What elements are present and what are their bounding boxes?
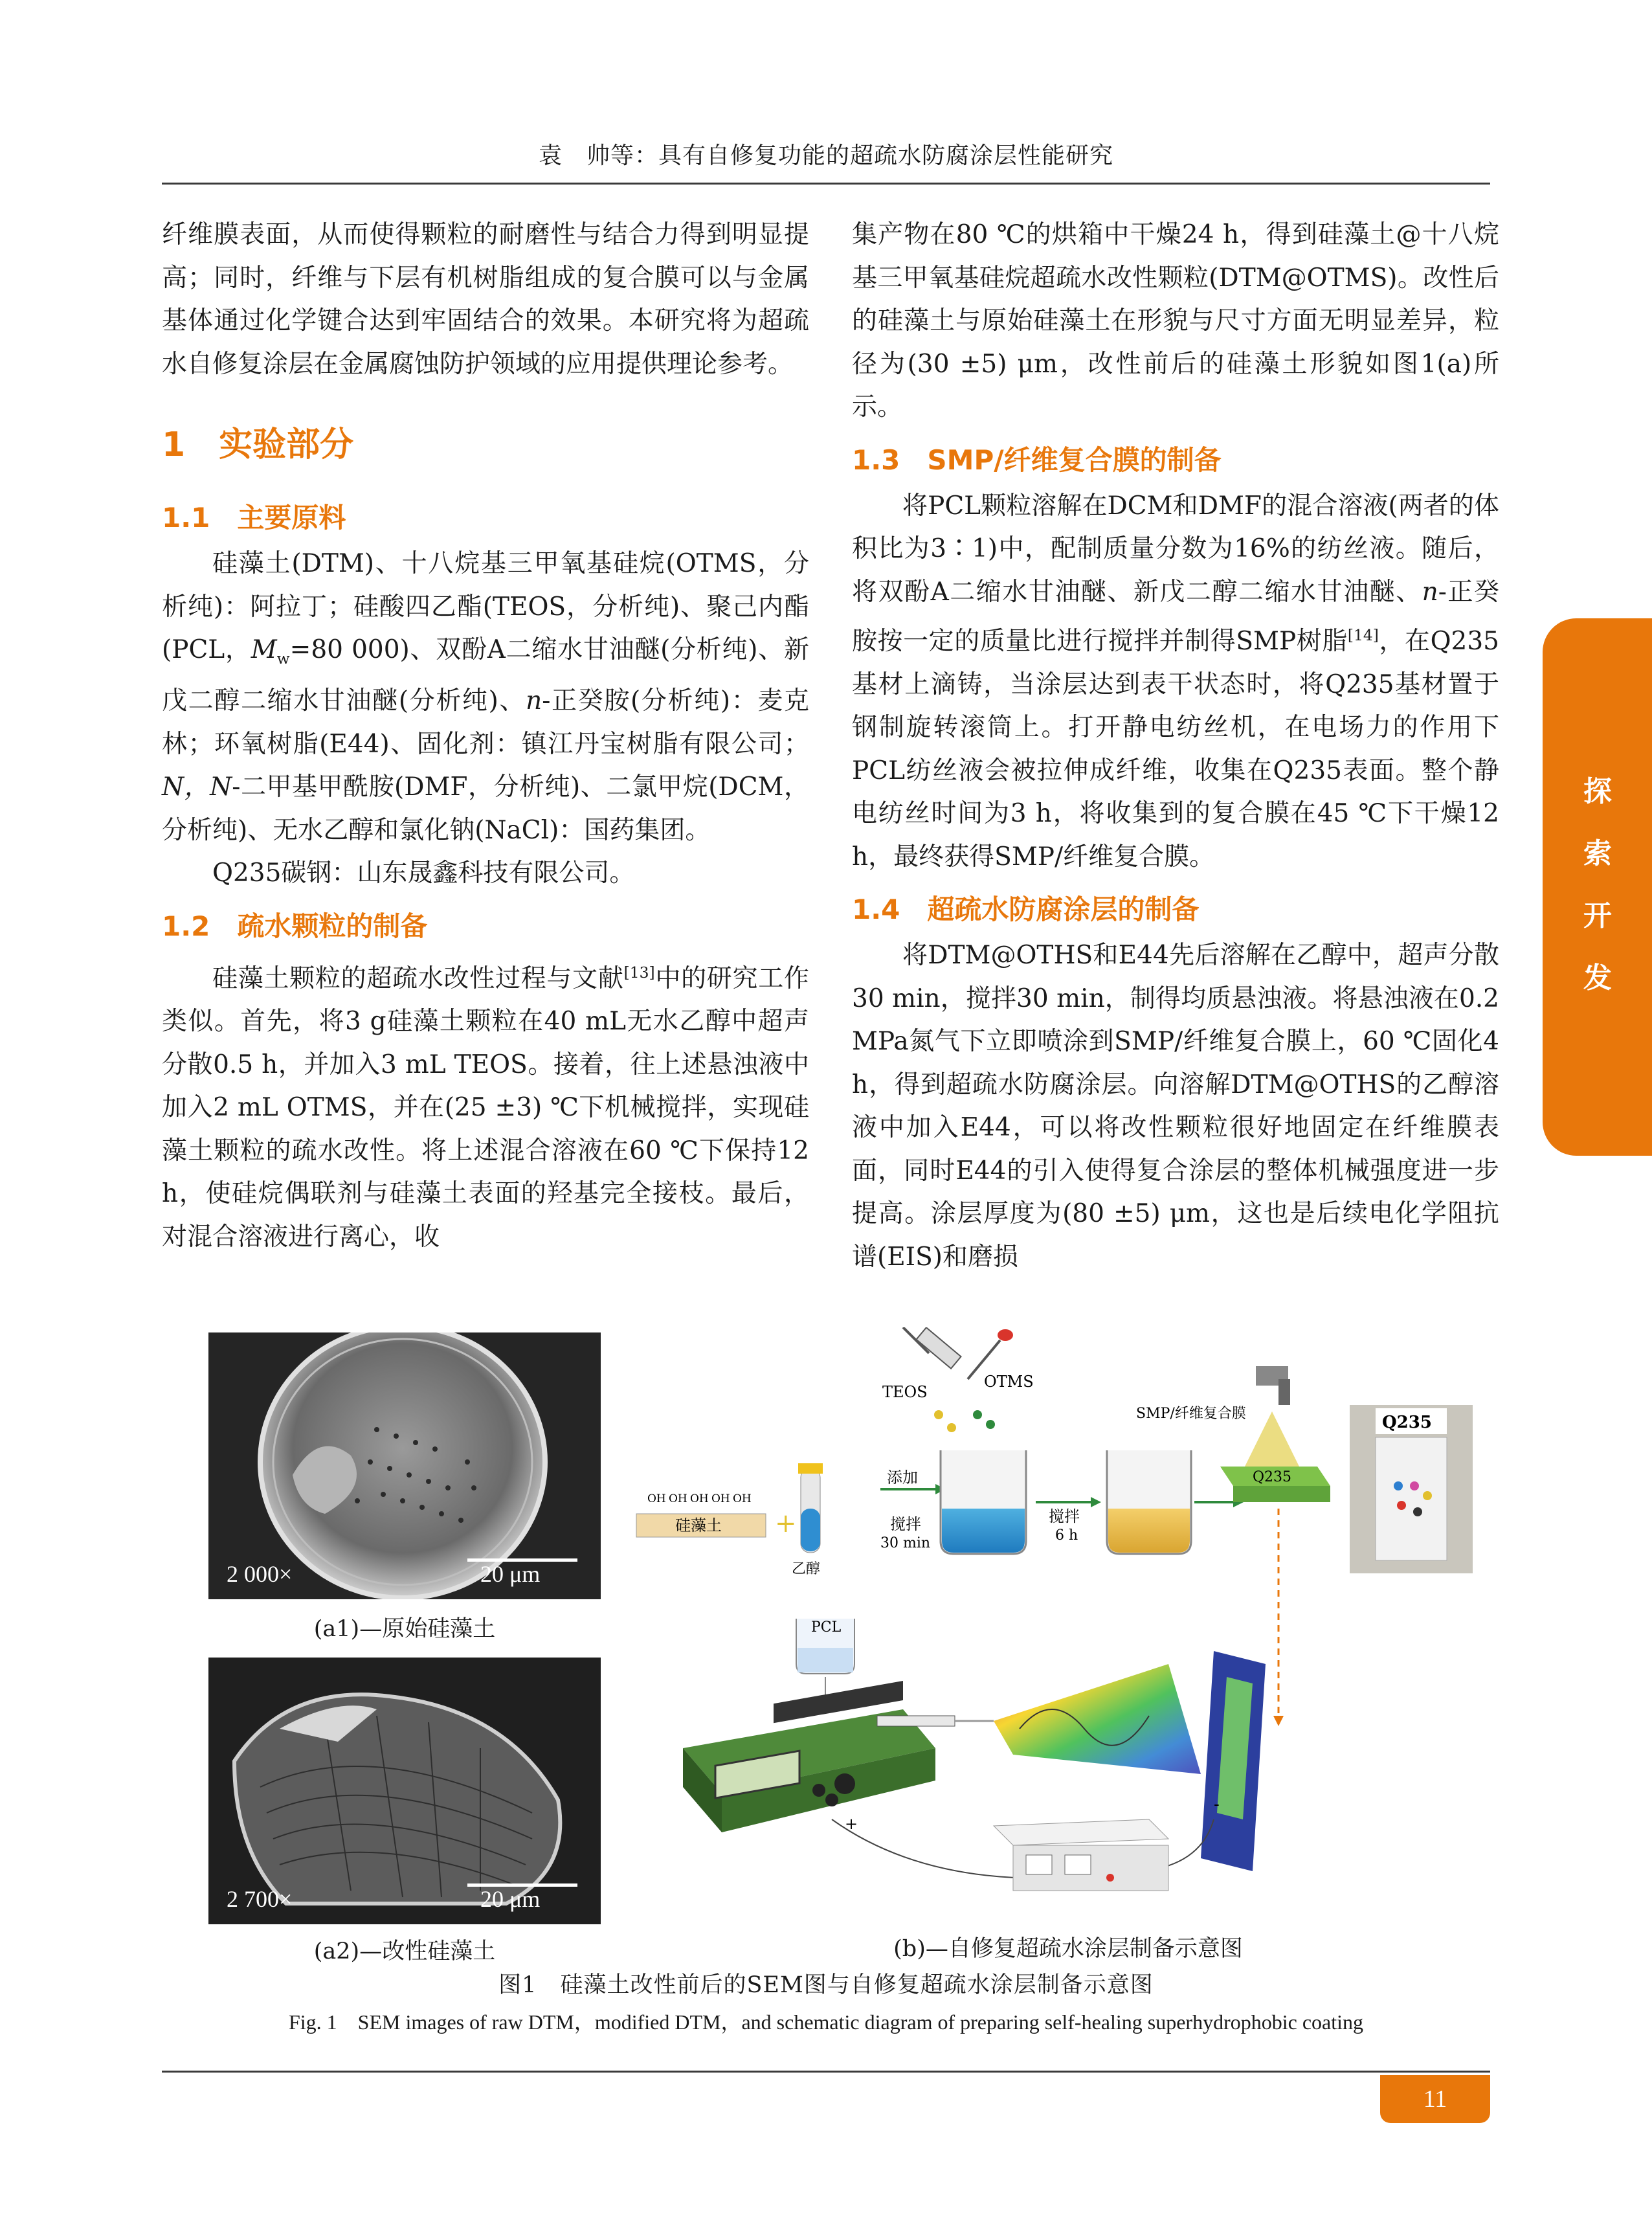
side-tab-char: 探 <box>1583 775 1612 808</box>
sem-image-modified-dtm <box>208 1658 601 1924</box>
caption-a2: (a2)—改性硅藻土 <box>313 1939 496 1964</box>
continued-paragraph: 集产物在80 ℃的烘箱中干燥24 h，得到硅藻土@十八烷基三甲氧基硅烷超疏水改性颗粒(DTM@OTMS)。改性后的硅藻土与原始硅藻土在形貌与尺寸方面无明显差异，粒径为(30 ±5) μm，改性前后的硅藻土形貌如图1(a)所示。 <box>852 220 1499 422</box>
sample-photo <box>1350 1405 1473 1573</box>
header-rule <box>162 183 1490 185</box>
figure-title-cn: 图1 硅藻土改性前后的SEM图与自修复超疏水涂层制备示意图 <box>498 1972 1154 1998</box>
caption-a1: (a1)—原始硅藻土 <box>313 1616 496 1642</box>
beaker-blue <box>941 1450 1026 1554</box>
materials-paragraph: 硅藻土(DTM)、十八烷基三甲氧基硅烷(OTMS，分析纯)：阿拉丁；硅酸四乙酯(TEOS，分析纯)、聚己内酯(PCL，$M_w=80$ 000)、双酚A二缩水甘油醚(分析纯)、新戊二醇二缩水甘油醚(分析纯)、n-正癸胺(分析纯)：麦克林；环氧树脂(E44)、固化剂：镇江丹宝树脂有限公司；N，N-二甲基甲酰胺(DMF，分析纯)、二氯甲烷(DCM，分析纯)、无水乙醇和氯化钠(NaCl)：国药集团。 <box>162 549 809 845</box>
oh-group-label: OH <box>647 1492 666 1505</box>
power-supply <box>994 1819 1168 1891</box>
running-header: 袁 帅等：具有自修复功能的超疏水防腐涂层性能研究 <box>538 142 1113 169</box>
syringe-pump <box>683 1681 955 1832</box>
teos-label: TEOS <box>882 1383 928 1401</box>
sem-image-raw-dtm <box>208 1332 601 1599</box>
section-1-heading: 1 实验部分 <box>162 425 354 464</box>
left-column <box>162 214 809 1259</box>
oh-group-label: OH <box>669 1492 687 1505</box>
diatomite-label: 硅藻土 <box>675 1516 722 1535</box>
q235-card-label: Q235 <box>1382 1413 1432 1432</box>
magnification-label: 2 000× <box>227 1561 293 1587</box>
steel-paragraph: Q235碳钢：山东晟鑫科技有限公司。 <box>212 859 635 888</box>
ethanol-tube <box>798 1463 823 1553</box>
section-side-tab <box>1543 618 1652 1156</box>
q235-label: Q235 <box>1253 1469 1292 1485</box>
section-1-2-heading: 1.2 疏水颗粒的制备 <box>162 910 428 942</box>
particle-prep-paragraph: 硅藻土颗粒的超疏水改性过程与文献[13]中的研究工作类似。首先，将3 g硅藻土颗粒在40 mL无水乙醇中超声分散0.5 h，并加入3 mL TEOS。接着，往上述悬浊液中加入2 mL OTMS，并在(25 ±3) ℃下机械搅拌，实现硅藻土颗粒的疏水改性。将上述混合溶液在60 ℃下保持12 h，使硅烷偶联剂与硅藻土表面的羟基完全接枝。最后，对混合溶液进行离心，收 <box>162 963 809 1252</box>
stir-time-label: 6 h <box>1055 1527 1078 1544</box>
pcl-label: PCL <box>811 1619 842 1636</box>
caption-b: (b)—自修复超疏水涂层制备示意图 <box>893 1936 1243 1962</box>
oh-group-label: OH <box>711 1492 730 1505</box>
otms-label: OTMS <box>984 1373 1034 1391</box>
stir-label: 搅拌 <box>890 1515 921 1533</box>
ethanol-label: 乙醇 <box>792 1561 821 1577</box>
oh-group-label: OH <box>690 1492 709 1505</box>
magnification-label: 2 700× <box>227 1886 293 1912</box>
spray-gun-icon <box>1256 1366 1290 1405</box>
scale-label: 20 μm <box>480 1561 541 1587</box>
figure-title-en: Fig. 1 SEM images of raw DTM，modified DTM，and schematic diagram of preparing self-healing superhydrophobic coating <box>288 2010 1364 2034</box>
stir-label: 搅拌 <box>1049 1507 1080 1525</box>
footer-rule <box>162 2071 1490 2073</box>
add-label: 添加 <box>887 1468 918 1487</box>
plus-sign: + <box>775 1509 797 1538</box>
syringe-icon <box>903 1327 961 1369</box>
intro-paragraph: 纤维膜表面，从而使得颗粒的耐磨性与结合力得到明显提高；同时，纤维与下层有机树脂组成的复合膜可以与金属基体通过化学键合达到牢固结合的效果。本研究将为超疏水自修复涂层在金属腐蚀防护领域的应用提供理论参考。 <box>162 220 809 379</box>
section-1-1-heading: 1.1 主要原料 <box>162 502 346 534</box>
film-prep-paragraph: 将PCL颗粒溶解在DCM和DMF的混合溶液(两者的体积比为3∶1)中，配制质量分数为16%的纺丝液。随后，将双酚A二缩水甘油醚、新戊二醇二缩水甘油醚、n-正癸胺按一定的质量比进行搅拌并制得SMP树脂[14]，在Q235基材上滴铸，当涂层达到表干状态时，将Q235基材置于钢制旋转滚筒上。打开静电纺丝机，在电场力的作用下PCL纺丝液会被拉伸成纤维，收集在Q235表面。整个静电纺丝时间为3 h，将收集到的复合膜在45 ℃下干燥12 h，最终获得SMP/纤维复合膜。 <box>852 491 1499 871</box>
diatomite-plate <box>636 1492 766 1537</box>
stir-time-label: 30 min <box>880 1535 931 1551</box>
schematic-diagram <box>631 1327 1479 1897</box>
section-1-4-heading: 1.4 超疏水防腐涂层的制备 <box>852 894 1200 925</box>
side-tab-char: 索 <box>1583 837 1612 870</box>
scale-label: 20 μm <box>480 1886 541 1912</box>
page-number: 11 <box>1380 2075 1490 2123</box>
dropper-icon <box>968 1329 1013 1379</box>
side-tab-char: 发 <box>1583 961 1612 995</box>
collector-plate <box>1201 1651 1266 1871</box>
right-column <box>852 214 1499 1279</box>
oh-group-label: OH <box>733 1492 752 1505</box>
smp-film-label: SMP/纤维复合膜 <box>1136 1406 1246 1422</box>
side-tab-char: 开 <box>1583 899 1612 932</box>
plus-terminal-label: + <box>845 1815 858 1833</box>
minus-terminal-label: - <box>1214 1795 1220 1814</box>
electrospinning-jet <box>994 1664 1201 1774</box>
beaker-yellow <box>1107 1450 1191 1554</box>
section-1-3-heading: 1.3 SMP/纤维复合膜的制备 <box>852 444 1222 476</box>
coating-prep-paragraph: 将DTM@OTHS和E44先后溶解在乙醇中，超声分散30 min，搅拌30 min，制得均质悬浊液。将悬浊液在0.2 MPa氮气下立即喷涂到SMP/纤维复合膜上，60 ℃固化4 h，得到超疏水防腐涂层。向溶解DTM@OTHS的乙醇溶液中加入E44，可以将改性颗粒很好地固定在纤维膜表面，同时E44的引入使得复合涂层的整体机械强度进一步提高。涂层厚度为(80 ±5) μm，这也是后续电化学阻抗谱(EIS)和磨损 <box>852 941 1499 1272</box>
